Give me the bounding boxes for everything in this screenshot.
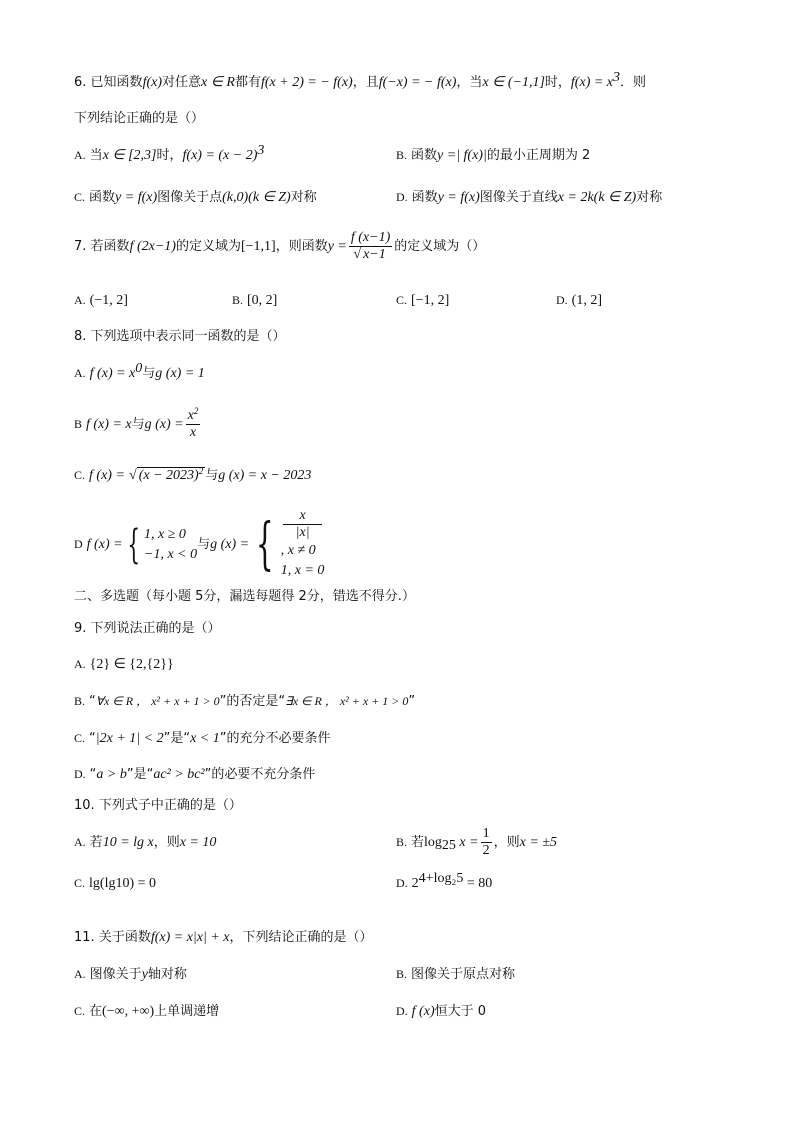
math: f(x) = x <box>570 75 614 90</box>
q6-option-b[interactable]: B. 函数y =| f(x)|的最小正周期为 2 <box>396 148 591 163</box>
q11-option-c[interactable]: C. 在(−∞, +∞)上单调递增 <box>74 1004 220 1019</box>
q6-option-a[interactable]: A. 当x ∈ [2,3]时，$f(x) = (x - 2)^3$ <box>74 143 265 163</box>
q7-option-c[interactable]: C. [−1, 2] <box>396 293 450 308</box>
q6-option-c[interactable]: C. 函数y = f(x)图像关于点(k,0)(k ∈ Z)对称 <box>74 190 317 205</box>
q8-option-c[interactable]: C. f (x) = √ $(x - 2023)^2$ 与g (x) = x − 2023 <box>74 466 312 483</box>
q6-number: 6. <box>74 75 87 90</box>
q9-stem: 9. 下列说法正确的是（） <box>74 621 221 636</box>
q8-option-d[interactable]: D f (x) = { 1, x ≥ 0 −1, x < 0 与g (x) = { x |x| , x ≠ 0 1, x = 0 <box>74 508 324 581</box>
q6-option-d[interactable]: D. 函数y = f(x)图像关于直线x = 2k(k ∈ Z)对称 <box>396 190 663 205</box>
fraction: $\frac{x^2}{x}$ <box>187 406 199 440</box>
q8-option-a[interactable]: A. f $(x) = x^0$与g (x) = 1 <box>74 361 205 381</box>
piecewise-g: x |x| , x ≠ 0 1, x = 0 <box>280 508 325 578</box>
q9-number: 9. <box>74 621 87 636</box>
piecewise-f: 1, x ≥ 0 −1, x < 0 <box>144 526 198 562</box>
brace-icon: { <box>256 511 274 577</box>
q7-option-b[interactable]: B. [0, 2] <box>232 293 278 308</box>
q10-option-c[interactable]: C. lg(lg10) = 0 <box>74 876 157 891</box>
math: f(x + 2) = − f(x) <box>261 75 353 90</box>
q7-stem: 7. 若函数f (2x−1)的定义域为[−1,1]，则函数y = $\frac{f (x-1)}{√ x-1}$ 的定义域为（） <box>74 230 486 262</box>
q6-stem-line1: 6. 已知函数f(x)对任意x ∈ R都有f(x + 2) = − f(x)，且f(−x) = − f(x)，当x ∈ (−1,1]时，$f(x) = x^3$．则 <box>74 70 647 90</box>
q8-stem: 8. 下列选项中表示同一函数的是（） <box>74 329 286 344</box>
q11-option-b[interactable]: B. 图像关于原点对称 <box>396 967 516 982</box>
q9-option-b[interactable]: B. “∀x ∈ R ， x² + x + 1 > 0”的否定是“∃x ∈ R ， x² + x + 1 > 0” <box>74 694 416 709</box>
brace-icon: { <box>126 521 140 568</box>
q9-option-d[interactable]: D. “a > b”是“ac² > bc²”的必要不充分条件 <box>74 767 316 782</box>
section-heading: 二、多选题（每小题 5分，漏选每题得 2分，错选不得分.） <box>74 589 415 604</box>
q7-number: 7. <box>74 239 87 254</box>
fraction: $\frac{f (x-1)}{√ x-1}$ <box>350 230 391 262</box>
q7-option-d[interactable]: D. (1, 2] <box>556 293 602 308</box>
q6-stem-line2: 下列结论正确的是（） <box>74 111 205 126</box>
q10-option-a[interactable]: A. 若10 = lg x，则x = 10 <box>74 835 217 850</box>
q9-option-c[interactable]: C. “|2x + 1| < 2”是“x < 1”的充分不必要条件 <box>74 731 331 746</box>
math: f(x) <box>142 75 162 90</box>
math: x ∈ (−1,1] <box>482 75 545 90</box>
q10-option-b[interactable]: B. 若$\log_{25} x$ = $\frac{1}{2}$ ，则x = ±5 <box>396 826 557 858</box>
q10-option-d[interactable]: D. $2^{4+log_25} = 80$ <box>396 871 493 891</box>
q11-stem: 11. 关于函数f(x) = x|x| + x，下列结论正确的是（） <box>74 930 373 945</box>
math: x ∈ R <box>201 75 235 90</box>
q8-option-b[interactable]: B f (x) = x与g (x) = $\frac{x^2}{x}$ <box>74 406 199 440</box>
fraction: $\frac{1}{2}$ <box>482 826 490 858</box>
math: f(−x) = − f(x) <box>378 75 457 90</box>
q10-number: 10. <box>74 798 95 813</box>
q10-stem: 10. 下列式子中正确的是（） <box>74 798 242 813</box>
q11-option-d[interactable]: D. f (x)恒大于 0 <box>396 1004 487 1019</box>
q8-number: 8. <box>74 329 87 344</box>
q11-number: 11. <box>74 930 95 945</box>
q7-option-a[interactable]: A. (−1, 2] <box>74 293 128 308</box>
q11-option-a[interactable]: A. 图像关于y轴对称 <box>74 967 187 982</box>
q9-option-a[interactable]: A. {2} ∈ {2,{2}} <box>74 657 174 672</box>
